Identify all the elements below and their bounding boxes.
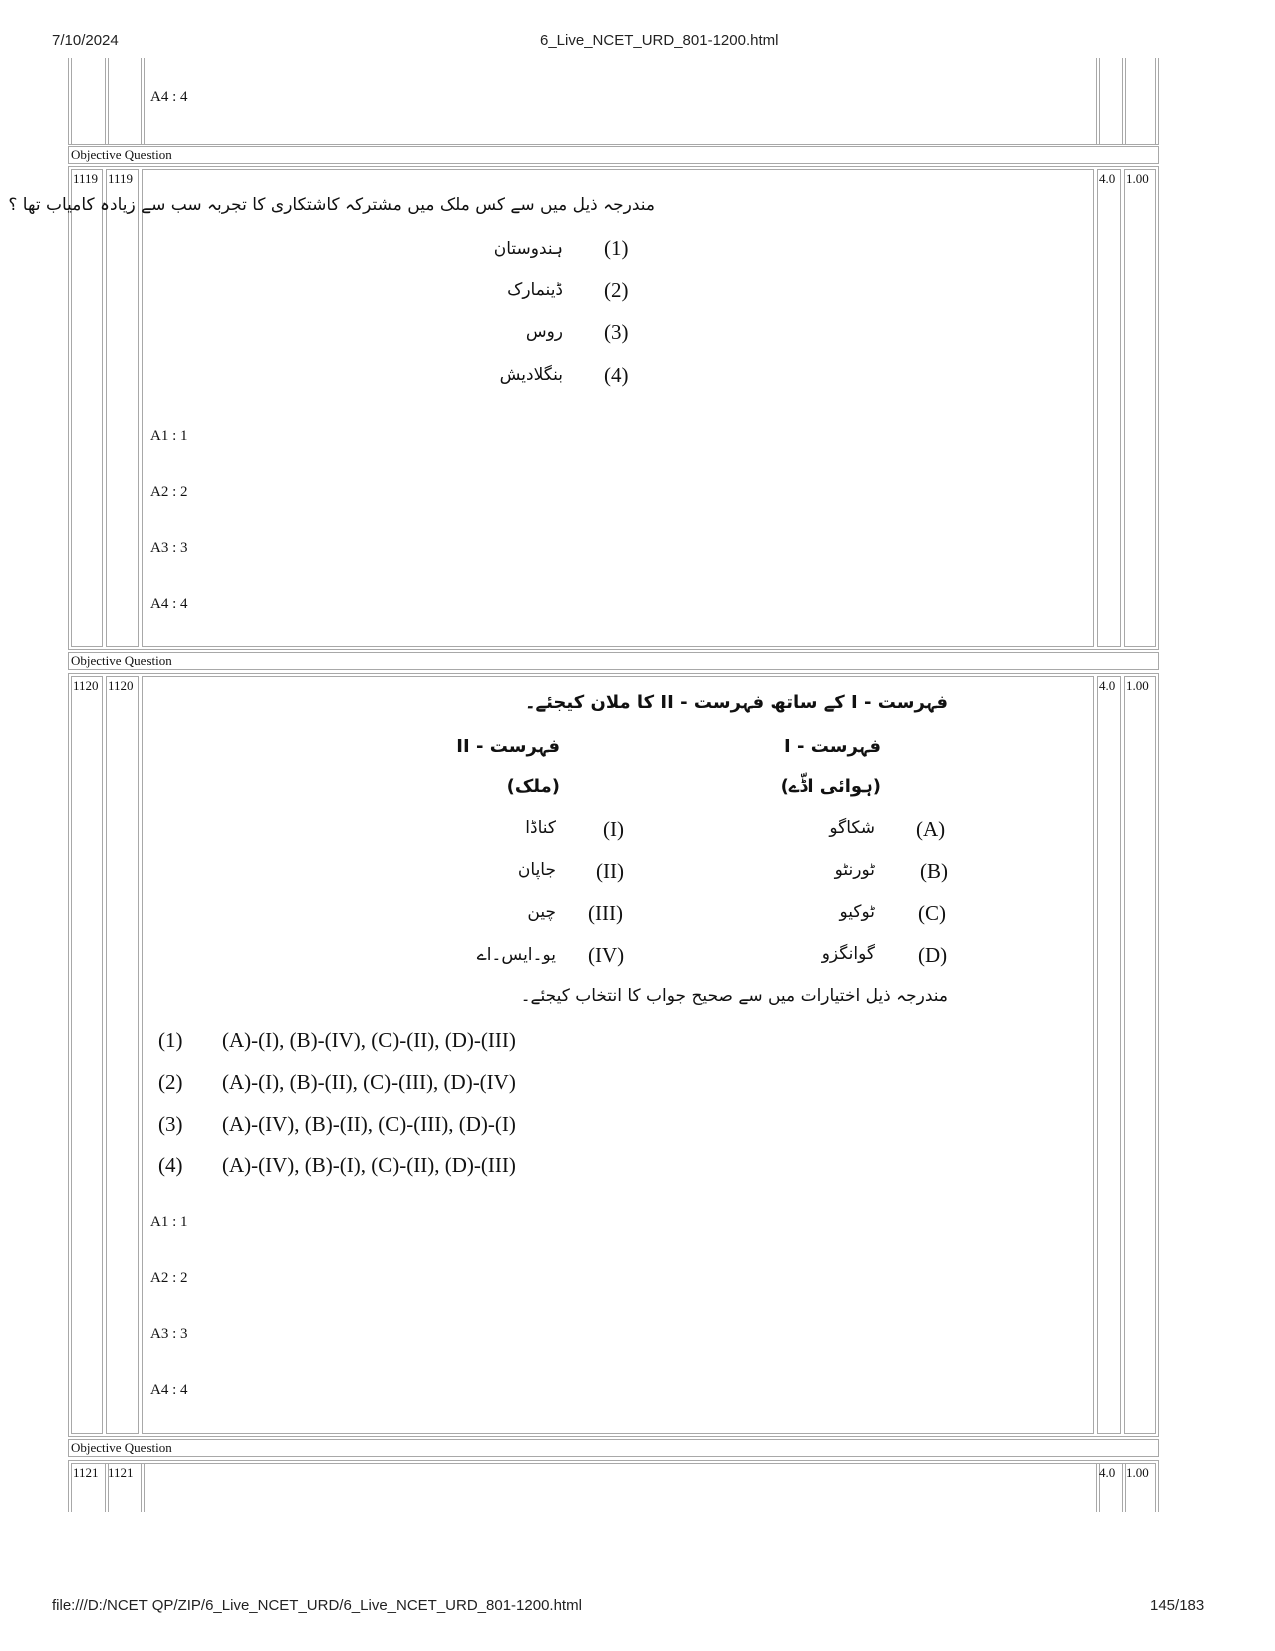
qid-cell: [106, 169, 139, 647]
list1-title: فہرست - I: [784, 736, 881, 757]
list2-item-number: (I): [603, 817, 624, 841]
serial-number: 1119: [73, 171, 99, 186]
list2-subtitle: (ملک): [506, 776, 560, 797]
option-number: (4): [604, 363, 629, 387]
list1-item-number: (C): [918, 901, 946, 925]
list1-item-text: شکاگو: [829, 818, 875, 838]
serial-cell: [71, 676, 103, 1434]
list2-item-number: (IV): [588, 943, 625, 967]
option-text: (A)-(I), (B)-(II), (C)-(III), (D)-(IV): [222, 1070, 516, 1094]
question-id: 1121: [108, 1465, 134, 1480]
option-text: (A)-(I), (B)-(IV), (C)-(II), (D)-(III): [222, 1028, 516, 1052]
list1-subtitle: (ہوائی اڈّے): [780, 776, 881, 797]
list1-item-text: ٹوکیو: [839, 902, 875, 922]
list2-item-text: چین: [527, 902, 556, 922]
question-type-bar: [68, 652, 1159, 670]
question-body-cell: [142, 676, 1094, 1434]
option-text: ہندوستان: [493, 239, 563, 259]
file-path: file:///D:/NCET QP/ZIP/6_Live_NCET_URD/6_Live_NCET_URD_801-1200.html: [52, 1597, 582, 1614]
page-number: 145/183: [1150, 1597, 1205, 1614]
marks: 4.0: [1099, 171, 1116, 186]
serial-number: 1120: [73, 678, 99, 693]
option-text: (A)-(IV), (B)-(II), (C)-(III), (D)-(I): [222, 1112, 516, 1136]
option-number: (4): [158, 1153, 183, 1177]
negative-cell: [1124, 676, 1156, 1434]
marks-cell: [1097, 676, 1121, 1434]
question-type-label: Objective Question: [71, 147, 172, 162]
list1-item-number: (B): [920, 859, 948, 883]
negative-marks: 1.00: [1126, 171, 1149, 186]
option-text: (A)-(IV), (B)-(I), (C)-(II), (D)-(III): [222, 1153, 516, 1177]
print-date: 7/10/2024: [52, 32, 119, 49]
option-number: (2): [158, 1070, 183, 1094]
question-type-label: Objective Question: [71, 653, 172, 668]
answer-key: A2 : 2: [150, 1270, 188, 1286]
list2-title: فہرست - II: [456, 736, 560, 757]
list2-item-text: کناڈا: [525, 818, 556, 838]
answer-key: A1 : 1: [150, 428, 188, 444]
answer-key: A2 : 2: [150, 484, 188, 500]
list1-item-number: (A): [916, 817, 946, 841]
question-id: 1119: [108, 171, 134, 186]
negative-cell: [1124, 169, 1156, 647]
answer-key: A4 : 4: [150, 596, 188, 612]
answer-key: A3 : 3: [150, 540, 188, 556]
answer-key: A4 : 4: [150, 1382, 188, 1398]
option-text: روس: [525, 322, 563, 342]
question-id: 1120: [108, 678, 134, 693]
question-text: مندرجہ ذیل میں سے کس ملک میں مشترکہ کاشتکاری کا تجربہ سب سے زیادہ کامیاب تھا ؟: [8, 195, 655, 215]
option-number: (3): [158, 1112, 183, 1136]
question-type-bar: [68, 146, 1159, 164]
list2-item-text: جاپان: [517, 860, 556, 880]
serial-cell: [71, 169, 103, 647]
list1-item-number: (D): [918, 943, 948, 967]
marks-cell: [1097, 169, 1121, 647]
question-type-bar: [68, 1439, 1159, 1457]
list1-item-text: گوانگزو: [821, 944, 875, 964]
choose-instruction: مندرجہ ذیل اختیارات میں سے صحیح جواب کا انتخاب کیجئے۔: [520, 986, 948, 1006]
qid-cell: [106, 676, 139, 1434]
option-number: (1): [604, 236, 629, 260]
option-number: (3): [604, 320, 629, 344]
option-number: (1): [158, 1028, 183, 1052]
match-instruction: فہرست - I کے ساتھ فہرست - II کا ملان کیجئے۔: [524, 692, 948, 713]
option-text: بنگلادیش: [499, 365, 563, 385]
answer-key: A3 : 3: [150, 1326, 188, 1342]
marks: 4.0: [1099, 1465, 1116, 1480]
print-title: 6_Live_NCET_URD_801-1200.html: [540, 32, 779, 49]
list2-item-number: (II): [596, 859, 624, 883]
serial-number: 1121: [73, 1465, 99, 1480]
negative-marks: 1.00: [1126, 1465, 1149, 1480]
option-number: (2): [604, 278, 629, 302]
prev-answer-4: A4 : 4: [150, 89, 188, 105]
list2-item-number: (III): [588, 901, 623, 925]
answer-key: A1 : 1: [150, 1214, 188, 1230]
question-type-label: Objective Question: [71, 1440, 172, 1455]
marks: 4.0: [1099, 678, 1116, 693]
list1-item-text: ٹورنٹو: [834, 860, 875, 880]
list2-item-text: یو۔ایس۔اے: [476, 945, 556, 965]
option-text: ڈینمارک: [507, 280, 563, 300]
negative-marks: 1.00: [1126, 678, 1149, 693]
